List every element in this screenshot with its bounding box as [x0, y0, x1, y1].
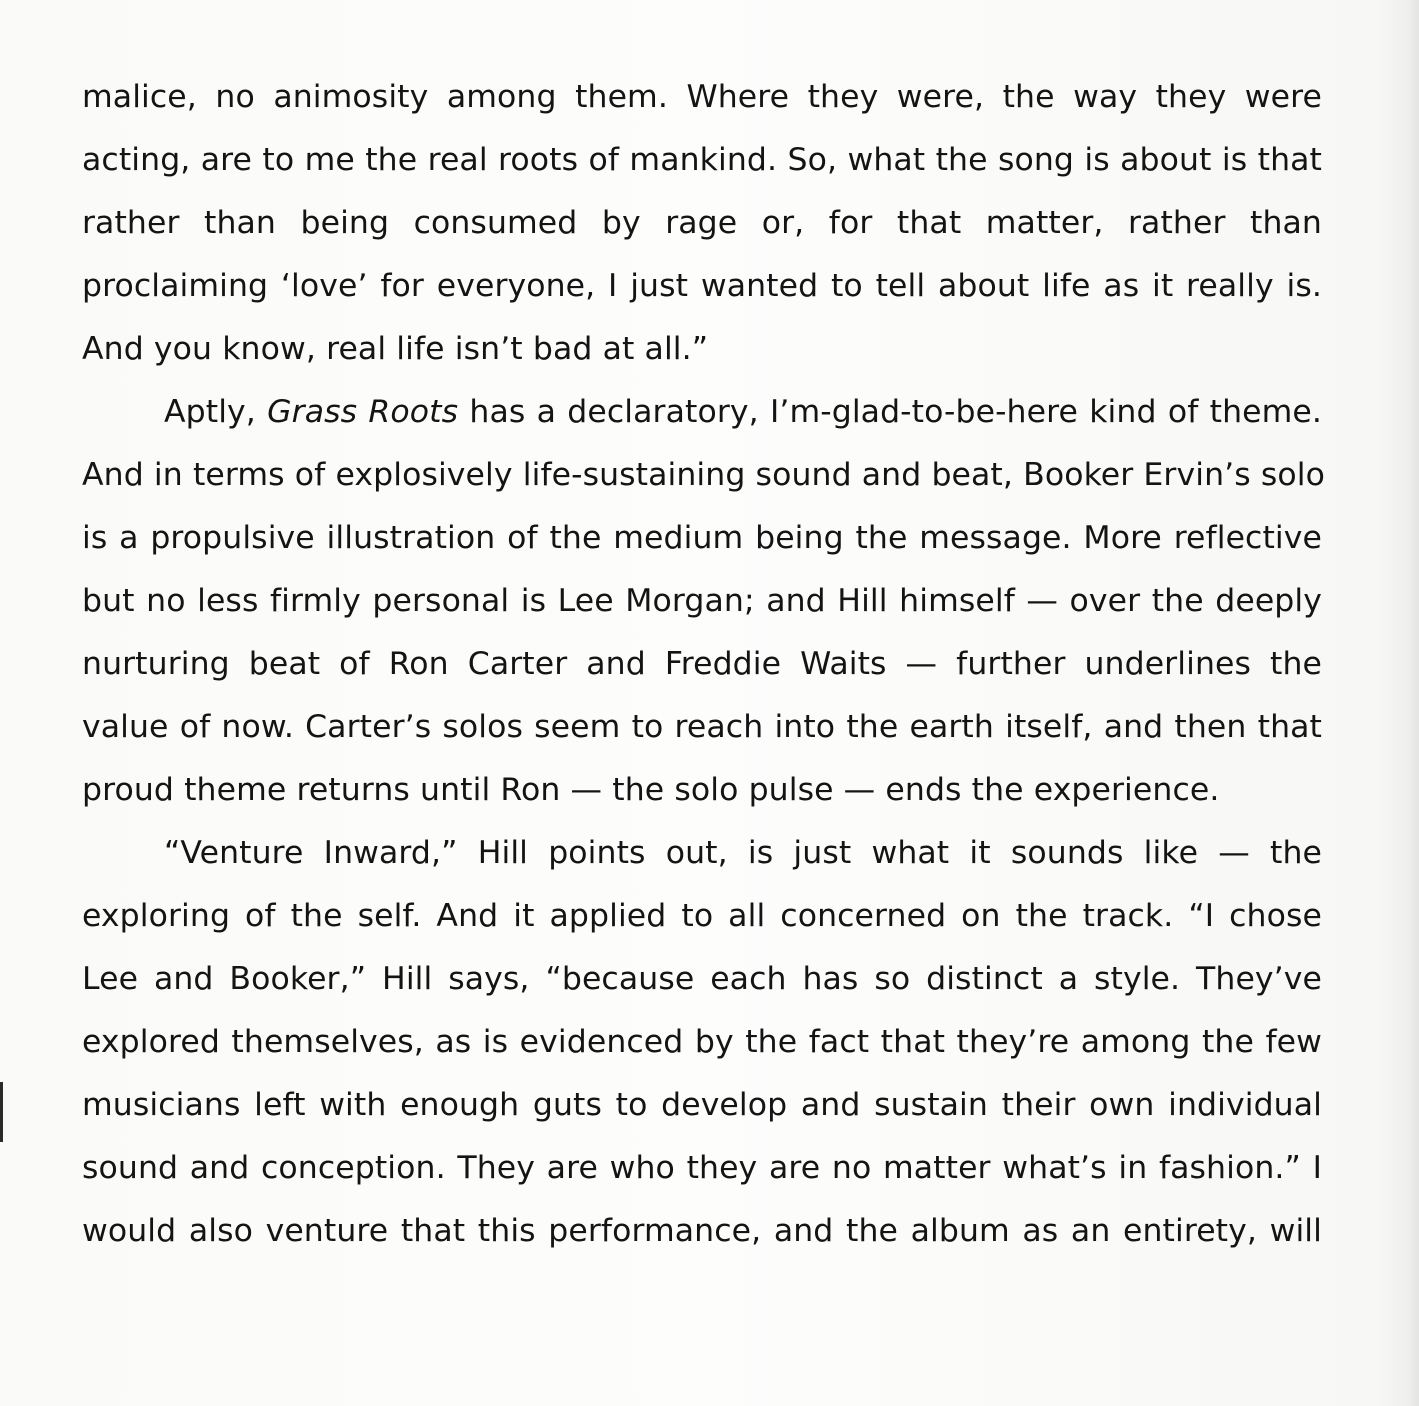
text-line: musicians left with enough guts to develop and sustain their own individual	[82, 1087, 1322, 1123]
text-line: but no less firmly personal is Lee Morgan; and Hill himself — over the deeply	[82, 583, 1322, 619]
text-line: exploring of the self. And it applied to all concerned on the track. “I chose	[82, 898, 1322, 934]
text-fragment: has a declaratory, I’m-glad-to-be-here kind of theme.	[458, 394, 1323, 430]
text-line: sound and conception. They are who they are no matter what’s in fashion.” I	[82, 1150, 1322, 1186]
text-line: value of now. Carter’s solos seem to reach into the earth itself, and then that	[82, 709, 1322, 745]
text-line: Lee and Booker,” Hill says, “because each has so distinct a style. They’ve	[82, 961, 1322, 997]
text-line: And in terms of explosively life-sustaining sound and beat, Booker Ervin’s solo	[82, 457, 1325, 493]
text-line: malice, no animosity among them. Where they were, the way they were	[82, 79, 1322, 115]
page-edge-shadow	[1405, 0, 1419, 1406]
text-fragment: Aptly,	[164, 394, 268, 430]
text-line: acting, are to me the real roots of mankind. So, what the song is about is that	[82, 142, 1322, 178]
text-line: proud theme returns until Ron — the solo pulse — ends the experience.	[82, 772, 1220, 808]
page-edge-mark	[0, 1082, 3, 1142]
text-line: is a propulsive illustration of the medium being the message. More reflective	[82, 520, 1322, 556]
album-title-italic: Grass Roots	[267, 394, 459, 430]
text-line: rather than being consumed by rage or, for that matter, rather than	[82, 205, 1322, 241]
text-line: proclaiming ‘love’ for everyone, I just wanted to tell about life as it really is.	[82, 268, 1322, 304]
text-line: nurturing beat of Ron Carter and Freddie Waits — further underlines the	[82, 646, 1322, 682]
text-line: And you know, real life isn’t bad at all.”	[82, 331, 709, 367]
text-line: explored themselves, as is evidenced by the fact that they’re among the few	[82, 1024, 1322, 1060]
paragraph-start-line	[82, 381, 1322, 444]
liner-notes-text	[82, 66, 1325, 1263]
text-line: would also venture that this performance, and the album as an entirety, will	[82, 1213, 1322, 1249]
paragraph-start-line: “Venture Inward,” Hill points out, is just what it sounds like — the	[164, 835, 1322, 871]
